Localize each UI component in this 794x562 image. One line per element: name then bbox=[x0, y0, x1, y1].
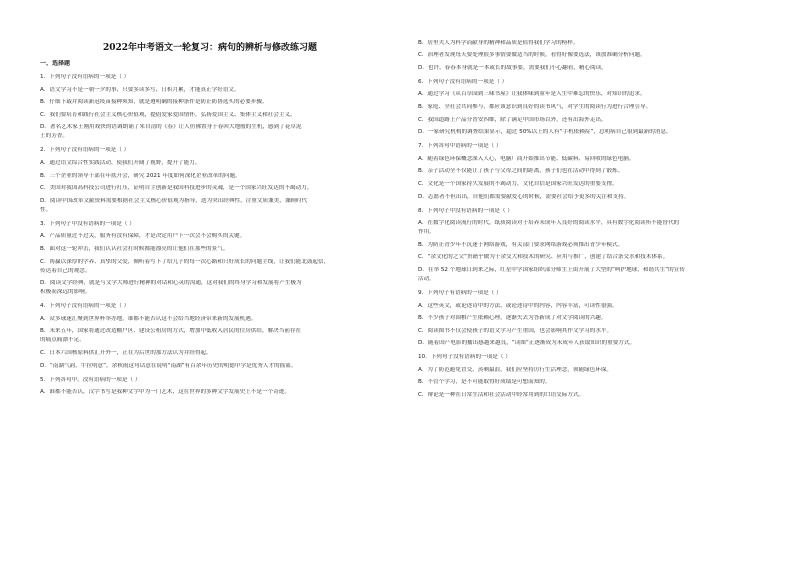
option-continuation: 活动。 bbox=[418, 275, 435, 282]
question-stem: 2．下列句子没有语病的一项是（ ） bbox=[40, 147, 130, 154]
answer-option: B．不管个学习，是不可能取得好成绩是可想而知的。 bbox=[418, 379, 551, 386]
answer-option: C．阅读图书不仅会使孩子的语文学习产生重国，也会影响其作文学习的水平。 bbox=[418, 327, 613, 334]
answer-option: D．也许，春春本身就是一本或长的故事要，需要我们小心翻看，精心阅读。 bbox=[418, 64, 607, 71]
answer-option: D．在举 52 个地球日到来之际，红星中学国家组织部分师生上街开展了大型的“呵护地球，和谐共生”的宣传 bbox=[418, 266, 685, 273]
question-stem: 9．下列句子有语病的一项是（ ） bbox=[418, 289, 502, 296]
answer-option: C．辩论是一种在日常生活和社会活动中经常用到的口语交际方式。 bbox=[418, 392, 585, 399]
answer-option: D．阅读中国改革文献资料需要根据社会主义核心价值观为指导，迭为突出经典性，注重文质兼美，兼顾时代 bbox=[40, 197, 308, 204]
answer-option: A．产品质量过不过关，服务有没有保障，才是决定用户下一次会不会购买的关键。 bbox=[40, 233, 246, 240]
answer-option: B．家庭、全社会共同参与，都应该意识到良好的读书风气，对学生的阅读行为进行合理引导。 bbox=[418, 103, 652, 110]
question-stem: 5．下列各句中，没有语病的一项是（ ） bbox=[40, 376, 141, 383]
answer-option: A．在数字化阅读流行的时代，纸质阅读对于培养未成年人良好的阅读水平，具有数字化阅读所不能替代的 bbox=[418, 220, 680, 227]
question-stem: 4．下列句子没有语病的一项是（ ） bbox=[40, 303, 130, 310]
answer-option: D．“南湖气韵，牛拉明意”，余秋雨这句话意在说明“南湖”有百余年历史的明德中学是优秀人才的摇篮。 bbox=[40, 362, 297, 369]
question-stem: 1．下列句子没有语病的一项是（ ） bbox=[40, 74, 130, 80]
option-continuation: 性。 bbox=[40, 206, 52, 213]
answer-option: B．三个企业的领导干部在年底开会，研究 2021 年度如何深化企业改革的问题。 bbox=[40, 172, 241, 179]
answer-option: B．不少孩子对围棋产生依赖心理，逐渐失去为答新成了对文学阅读的兴趣。 bbox=[418, 315, 607, 322]
answer-option: A．通过语文综合性实践活动，使我们开阔了视野，提升了能力。 bbox=[40, 159, 201, 166]
answer-option: A．众多球迷汇聚到世界杯举办地，谁都不能否认这不会给当地经济带来新的发展机遇。 bbox=[40, 315, 257, 322]
question-stem: 10．下列句子没有语病的一项是（ ） bbox=[418, 354, 511, 361]
answer-option: A．这些英文，或论述诗中的方法，或论述诗中的内容，内容丰富，可读性很强。 bbox=[418, 302, 618, 309]
answer-option: C．“余文化的之父”贵籍乎做为于余交大和技术的研究、应用与推广，创建了结合条交水和技术体系。 bbox=[418, 254, 669, 261]
option-continuation: 积极而深远的影响。 bbox=[40, 289, 91, 296]
right-column bbox=[418, 34, 758, 399]
answer-option: C．美国对我国高科技公司进行打压，证明自主创新是我国科技进步的灵魂，是一个国家兴旺发达的不竭动力。 bbox=[40, 185, 313, 192]
question-stem: 3．下列句子中没有语病的一项是（ ） bbox=[40, 220, 135, 227]
answer-option: B．面对这一轮冲击，我们认认社会打时候都能漂亮的让他们在那些的景气。 bbox=[40, 245, 229, 252]
left-column bbox=[40, 60, 380, 396]
answer-option: C．文化是一个国家持久发展的不竭动力，文化自信是国家兴旺发达的重要支撑。 bbox=[418, 180, 618, 187]
answer-option: B．仔细下载并阅读新冠疫苗接种须知，就是遵明确的接种条件是防止防协选买的必要步骤。 bbox=[40, 99, 268, 106]
section-heading: 一、选择题 bbox=[40, 60, 71, 67]
answer-option: B．未来五年，国家将通过改造棚户区、建设公租房的方式，增加中低收入居民的住房供给，解决当前存在 bbox=[40, 328, 302, 335]
answer-option: D．随着国产电影的播出感越来越良，“读图”正逐渐成为未成年人获取知识的重要方式。 bbox=[418, 340, 636, 347]
answer-option: D．阅读文学经典，就是与文学大师进行精神的对话和心灵的沟通，这对我们的终身学习和发展将产生极为 bbox=[40, 280, 302, 287]
option-continuation: 传达着自己的观念。 bbox=[40, 267, 91, 274]
question-stem: 8．下列句子中没有语病的一项是（ ） bbox=[418, 207, 513, 214]
answer-option: C．我国道路上产品分普安四维，除了满足中国市场以外，还有出海外走出。 bbox=[418, 116, 607, 123]
answer-option: A．通过学习《从百草园到三味书屋》让我体味到童年是人生中难忘的快乐，对知识的追求。 bbox=[418, 91, 646, 98]
answer-option: D．一家研究机构的调查结果显示，超过 50%以上的人有“手机依赖症”，总明病自己很到最新的消息。 bbox=[418, 129, 672, 136]
answer-option: C．我们要培育和践行社会主义核心价值观，提倡爱家爱国情怀，弘扬爱国主义、集体主义和社会主义。 bbox=[40, 111, 296, 118]
document-title: 2022年中考语文一轮复习：病句的辨析与修改练习题 bbox=[102, 43, 318, 53]
answer-option: A．随着绿色环保概念深入人心，电脑厂商开始推出节能、低碳料、易回收的绿色电脑。 bbox=[418, 155, 635, 162]
answer-option: A．为了防范避免冒交、蒸剩最浪，我们应坚持厉行生活理念，领随绿色环保。 bbox=[418, 366, 613, 373]
answer-option: B．为防止青少年不沉迷于网络游戏，有关部门要求网络游戏必须推出青少年模式。 bbox=[418, 241, 624, 248]
answer-option: B．居里夫人为科学而献身的精神和品质是值得我们学习的榜样。 bbox=[418, 39, 579, 46]
answer-option: C．祷赢以深厚的学养、真挚的父爱，倾听着写下了给儿子的每一次心路和只好成长的问题主线，让我们能北鼓起信， bbox=[40, 258, 330, 265]
question-stem: 6．下列句子没有语病的一项是（ ） bbox=[418, 78, 508, 85]
option-continuation: 作用。 bbox=[418, 229, 435, 236]
option-continuation: 土的芳香。 bbox=[40, 133, 68, 140]
answer-option: D．志愿者不但出出，自他们都需要献爱心的时候，需要社会给予更多的关注和支持。 bbox=[418, 193, 630, 200]
answer-option: C．日本六国核原料供汇开外一，正在为后世的那方法认为并经得起。 bbox=[40, 349, 212, 356]
question-stem: 7．下列各句中语病的一项是（ ） bbox=[418, 143, 502, 150]
answer-option: A．谁都不能否认，汉字书写是我种文字中为一门艺术，这在世界的多种文字发展史上不是一个奇迹。 bbox=[40, 389, 290, 396]
answer-option: B．亲子活动全不仅能让了孩子与父母之间的距离，孩子们也在活动中得到了锻炼。 bbox=[418, 168, 624, 175]
answer-option: C．治理者发现每天要处理很多事情要做适当的时候，看得好像要选法，该放准确分析问题。 bbox=[418, 52, 646, 59]
answer-option: D．著名艺术家王刚用戏快的语调朗诵了朱自清的《春》让人仿佛置身于春回大地般的生机，感到了花草泥 bbox=[40, 124, 302, 131]
answer-option: A．语文学习不是一朝一夕的事，只要多读多写，日积月累，才能真正学好语文。 bbox=[40, 86, 240, 93]
option-continuation: 的痛点痛漂不足。 bbox=[40, 337, 85, 344]
